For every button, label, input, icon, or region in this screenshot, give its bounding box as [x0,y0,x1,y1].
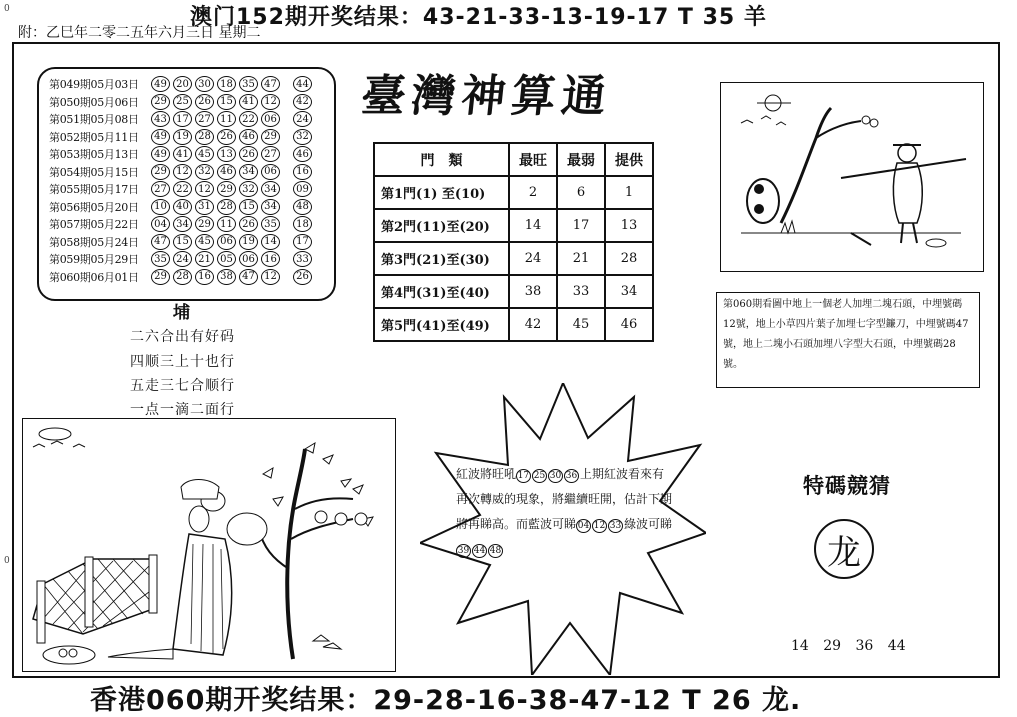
poem-title: 埔 [173,303,190,323]
old-man-drawing [721,83,983,271]
history-issue-label: 第050期05月06日 [49,95,139,109]
door-offer: 28 [605,242,653,275]
history-issue-label: 第059期05月29日 [49,253,139,266]
history-number: 05 [217,251,236,267]
history-row [49,216,315,232]
history-number: 22 [173,181,192,197]
wave-number: 12 [593,521,606,531]
history-number: 29 [151,164,170,180]
door-offer: 13 [605,209,653,242]
wave-text-part: 綠波可睇 [624,517,673,531]
door-name: 第2門(11)至(20) [374,209,509,242]
history-number: 15 [217,94,236,110]
history-number: 26 [195,94,214,110]
history-issue-label: 第051期05月08日 [49,113,139,126]
header-max: 最旺 [509,143,557,176]
door-min: 21 [557,242,605,275]
history-number: 31 [195,199,214,215]
history-number: 30 [195,76,214,92]
history-number: 15 [239,199,258,215]
history-number: 45 [195,234,214,250]
history-issue-label: 第054期05月15日 [49,165,139,179]
history-number: 41 [173,146,192,162]
door-name: 第1門(1) 至(10) [374,176,509,209]
history-issue-label: 第055期05月17日 [49,183,139,196]
history-number: 20 [173,76,192,92]
poem-line: 一点一滴二面行 [130,402,235,418]
history-number: 49 [151,146,170,162]
header-category: 門 類 [374,143,509,176]
lady-drawing [23,419,395,671]
poem-line: 四顺三上十也行 [130,354,235,370]
history-number: 34 [261,181,280,197]
history-number: 46 [239,129,258,145]
clue-note: 第060期看圖中地上一個老人加埋二塊石頭，中埋號碼12號，地上小草四片葉子加埋七字型鐮刀，中埋號碼47號，地上二塊小石頭加埋八字型大石頭，中埋號碼28號。 [716,292,980,388]
history-row [49,164,315,180]
corner-mark: 0 [4,4,10,14]
history-number: 19 [239,234,258,250]
history-number: 34 [239,164,258,180]
door-max: 14 [509,209,557,242]
history-number: 14 [261,234,280,250]
history-number: 12 [261,269,280,285]
door-max: 42 [509,308,557,341]
history-number: 43 [151,111,170,127]
wave-number: 36 [565,471,578,481]
wave-number: 04 [577,521,590,531]
table-row [374,275,653,308]
history-number: 18 [217,76,236,92]
history-row [49,181,315,197]
history-number: 28 [217,199,236,215]
door-min: 45 [557,308,605,341]
history-number: 34 [261,199,280,215]
history-number: 49 [151,129,170,145]
date-line: 附：乙巳年二零二五年六月三日 星期二 [18,25,261,41]
door-offer: 1 [605,176,653,209]
history-number: 27 [151,181,170,197]
wave-number: 25 [533,471,546,481]
history-number: 29 [151,94,170,110]
door-max: 24 [509,242,557,275]
history-number: 11 [217,111,236,127]
door-name: 第4門(31)至(40) [374,275,509,308]
history-row [49,76,315,92]
history-number: 35 [151,251,170,267]
history-row [49,146,315,162]
history-issue-label: 第049期05月03日 [49,78,139,91]
history-number: 35 [239,76,258,92]
history-number: 17 [173,111,192,127]
history-number: 06 [261,164,280,180]
history-row [49,111,315,127]
guess-numbers: 14 29 36 44 [791,638,906,654]
history-issue-label: 第057期05月22日 [49,218,139,231]
history-number: 32 [195,164,214,180]
header-min: 最弱 [557,143,605,176]
history-special-number: 09 [293,181,312,197]
history-special-number: 42 [293,94,312,110]
history-number: 26 [239,146,258,162]
history-special-number: 26 [293,269,312,285]
macau-result-banner: 澳门152期开奖结果：43-21-33-13-19-17 T 35 羊 [190,5,767,30]
history-number: 29 [217,181,236,197]
guess-title: 特碼競猜 [803,473,891,498]
history-row [49,199,315,215]
history-special-number: 48 [293,199,312,215]
history-row [49,269,315,285]
history-number: 47 [261,76,280,92]
door-max: 38 [509,275,557,308]
wave-forecast-text [456,462,676,562]
zodiac-badge: 龙 [814,519,874,579]
history-number: 49 [151,76,170,92]
history-number: 11 [217,216,236,232]
history-number: 32 [239,181,258,197]
history-number: 29 [261,129,280,145]
door-name: 第5門(41)至(49) [374,308,509,341]
history-results-panel [37,67,336,301]
history-number: 10 [151,199,170,215]
table-row [374,176,653,209]
wave-text-part: 紅波將旺吼 [456,467,517,481]
wave-number: 39 [457,546,470,556]
door-offer: 46 [605,308,653,341]
history-number: 28 [173,269,192,285]
history-number: 27 [195,111,214,127]
old-man-illustration [720,82,984,272]
history-number: 41 [239,94,258,110]
history-number: 24 [173,251,192,267]
table-row [374,242,653,275]
history-number: 12 [173,164,192,180]
history-special-number: 44 [293,76,312,92]
history-number: 06 [217,234,236,250]
history-number: 15 [173,234,192,250]
doors-table-header [374,143,653,176]
history-special-number: 46 [293,146,312,162]
history-number: 45 [195,146,214,162]
door-max: 2 [509,176,557,209]
poem-line: 五走三七合顺行 [130,378,235,394]
door-min: 6 [557,176,605,209]
wave-text-part: 上期紅波看來有再次轉威的現象，將繼續旺開，估計下期將再睇高。而藍波可睇 [456,467,673,531]
poem-line: 二六合出有好码 [130,329,235,345]
history-number: 26 [217,129,236,145]
wave-number: 17 [517,471,530,481]
history-special-number: 24 [293,111,312,127]
history-number: 35 [261,216,280,232]
history-number: 47 [151,234,170,250]
history-number: 12 [195,181,214,197]
lady-illustration [22,418,396,672]
hk-result-banner: 香港060期开奖结果：29-28-16-38-47-12 T 26 龙. [90,685,802,716]
history-number: 38 [217,269,236,285]
wave-number: 33 [609,521,622,531]
history-issue-label: 第052期05月11日 [49,130,139,144]
history-row [49,129,315,145]
brand-title: 臺灣神算通 [358,71,615,122]
door-name: 第3門(21)至(30) [374,242,509,275]
history-number: 25 [173,94,192,110]
history-special-number: 17 [293,234,312,250]
history-number: 06 [239,251,258,267]
history-number: 27 [261,146,280,162]
history-special-number: 16 [293,164,312,180]
header-offer: 提供 [605,143,653,176]
wave-number: 48 [489,546,502,556]
history-number: 29 [195,216,214,232]
wave-number: 44 [473,546,486,556]
history-number: 29 [151,269,170,285]
history-number: 12 [261,94,280,110]
door-offer: 34 [605,275,653,308]
history-number: 46 [217,164,236,180]
history-issue-label: 第053期05月13日 [49,148,139,161]
table-row [374,209,653,242]
history-number: 40 [173,199,192,215]
history-number: 21 [195,251,214,267]
history-issue-label: 第058期05月24日 [49,235,139,249]
table-row [374,308,653,341]
door-min: 17 [557,209,605,242]
wave-number: 30 [549,471,562,481]
history-number: 13 [217,146,236,162]
history-number: 16 [195,269,214,285]
history-row [49,234,315,250]
history-special-number: 18 [293,216,312,232]
history-number: 22 [239,111,258,127]
doors-table [373,142,654,342]
history-number: 28 [195,129,214,145]
history-number: 04 [151,216,170,232]
history-number: 47 [239,269,258,285]
history-special-number: 33 [293,251,312,267]
history-number: 19 [173,129,192,145]
door-min: 33 [557,275,605,308]
history-issue-label: 第060期06月01日 [49,270,139,284]
history-row [49,251,315,267]
history-issue-label: 第056期05月20日 [49,200,139,214]
history-special-number: 32 [293,129,312,145]
history-number: 34 [173,216,192,232]
history-row [49,94,315,110]
history-number: 16 [261,251,280,267]
history-number: 06 [261,111,280,127]
corner-mark: 0 [4,556,10,566]
history-number: 26 [239,216,258,232]
